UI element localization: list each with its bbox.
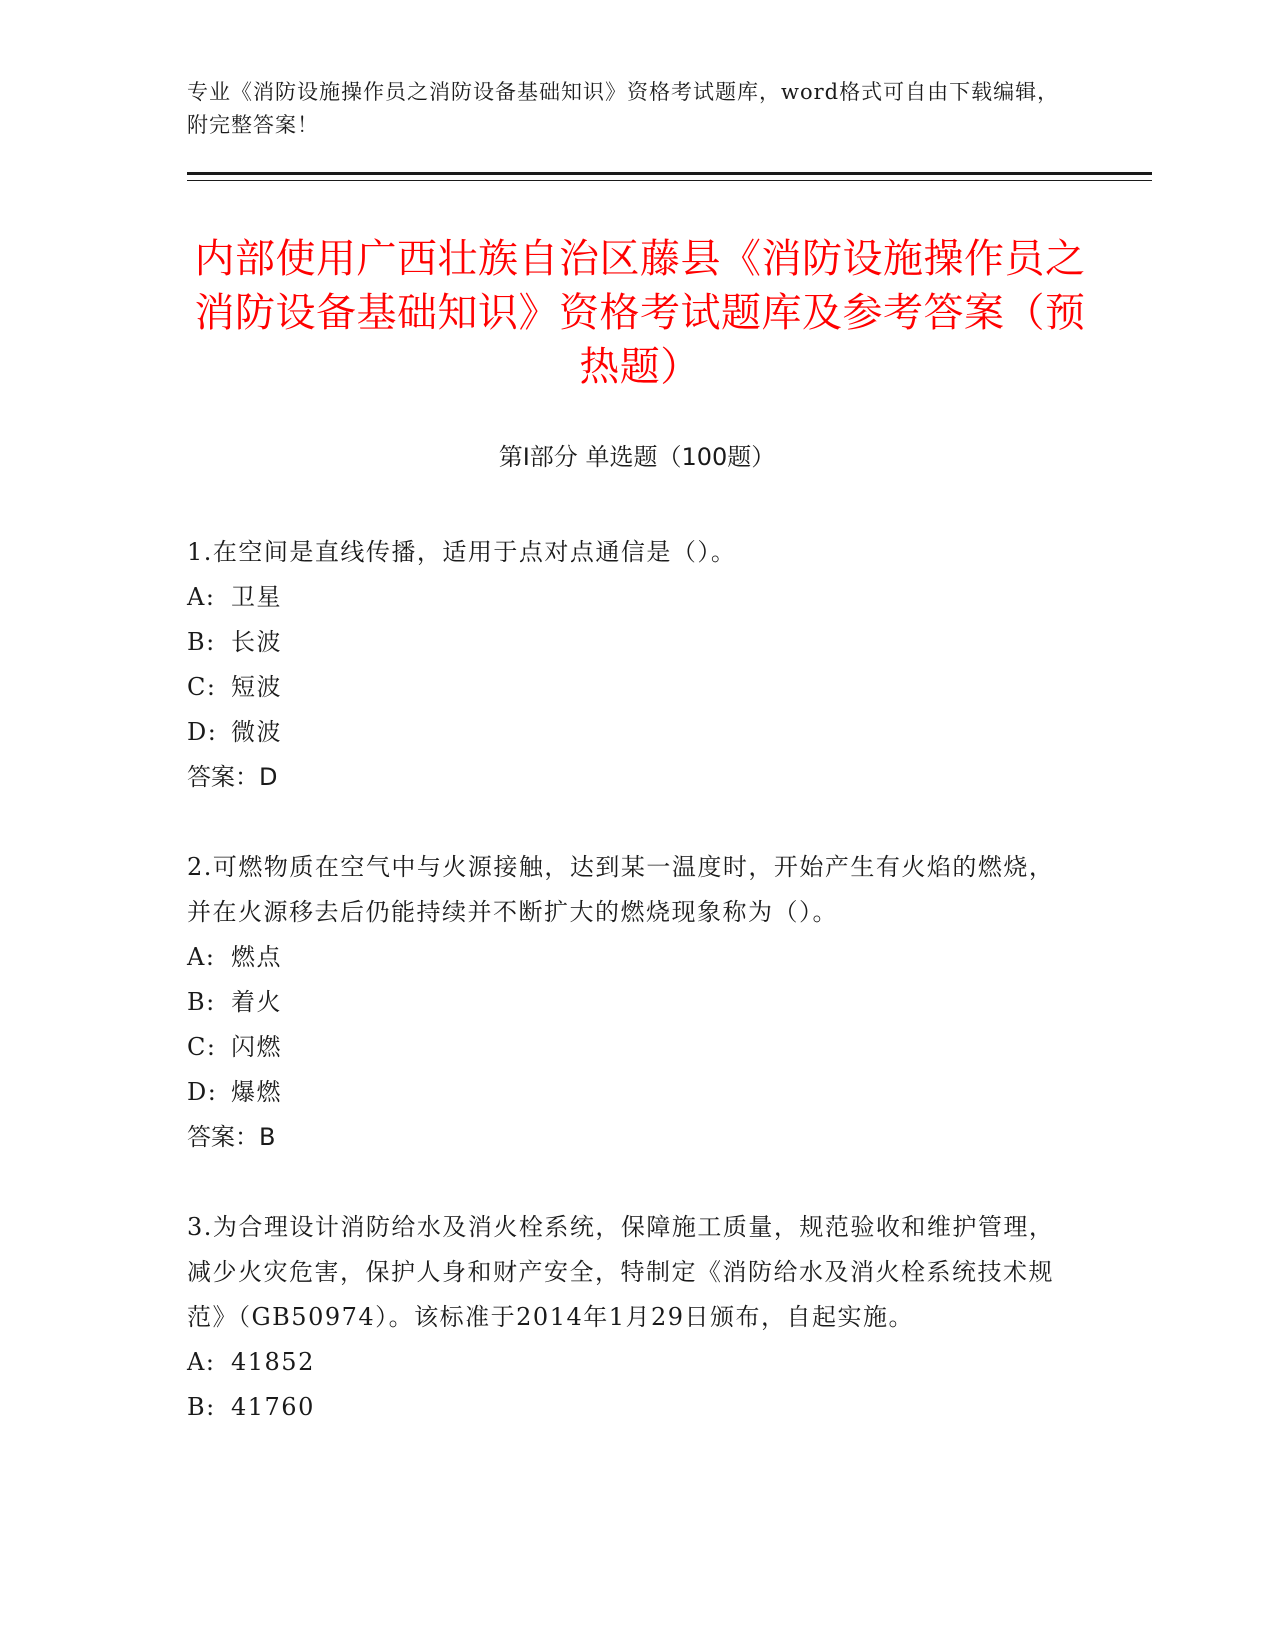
option-text: 着火 <box>231 988 282 1016</box>
option-c <box>187 665 1067 710</box>
option-letter: B: <box>187 1393 216 1421</box>
option-a <box>187 935 1067 980</box>
option-b <box>187 620 1067 665</box>
option-letter: D: <box>187 1078 218 1106</box>
header-note: 专业《消防设施操作员之消防设备基础知识》资格考试题库，word格式可自由下载编辑，附完整答案！ <box>187 80 1060 137</box>
question-text: 2.可燃物质在空气中与火源接触，达到某一温度时，开始产生有火焰的燃烧，并在火源移去后仍能持续并不断扩大的燃烧现象称为（）。 <box>187 853 1055 926</box>
option-a <box>187 1340 1067 1385</box>
option-text: 闪燃 <box>231 1033 282 1061</box>
answer-line: 答案：B <box>187 1123 276 1151</box>
option-b <box>187 1385 1067 1430</box>
option-text: 卫星 <box>231 583 282 611</box>
section-title: 第Ⅰ部分 单选题（100题） <box>498 443 776 471</box>
option-letter: A: <box>187 583 216 611</box>
option-text: 爆燃 <box>231 1078 282 1106</box>
option-c <box>187 1025 1067 1070</box>
question-1 <box>187 530 1067 800</box>
option-b <box>187 980 1067 1025</box>
option-d <box>187 1070 1067 1115</box>
question-3 <box>187 1205 1067 1430</box>
answer-line: 答案：D <box>187 763 278 791</box>
question-text: 1.在空间是直线传播，适用于点对点通信是（）。 <box>187 538 737 566</box>
header-rule-thick <box>187 172 1152 175</box>
option-letter: A: <box>187 943 216 971</box>
option-text: 41852 <box>231 1348 315 1376</box>
option-text: 燃点 <box>231 943 282 971</box>
option-letter: C: <box>187 1033 217 1061</box>
option-letter: B: <box>187 628 216 656</box>
option-letter: D: <box>187 718 218 746</box>
option-text: 短波 <box>231 673 282 701</box>
option-text: 41760 <box>231 1393 315 1421</box>
option-text: 长波 <box>231 628 282 656</box>
header-rule-thin <box>187 180 1152 181</box>
question-list <box>187 530 1067 1475</box>
option-d <box>187 710 1067 755</box>
option-letter: B: <box>187 988 216 1016</box>
option-text: 微波 <box>231 718 282 746</box>
question-text: 3.为合理设计消防给水及消火栓系统，保障施工质量，规范验收和维护管理，减少火灾危害，保护人身和财产安全，特制定《消防给水及消火栓系统技术规范》（GB50974）。该标准于2014年1月29日颁布，自起实施。 <box>187 1213 1055 1331</box>
option-letter: C: <box>187 673 217 701</box>
option-a <box>187 575 1067 620</box>
question-2 <box>187 845 1067 1160</box>
option-letter: A: <box>187 1348 216 1376</box>
document-title: 内部使用广西壮族自治区藤县《消防设施操作员之消防设备基础知识》资格考试题库及参考答案（预热题） <box>194 236 1086 390</box>
